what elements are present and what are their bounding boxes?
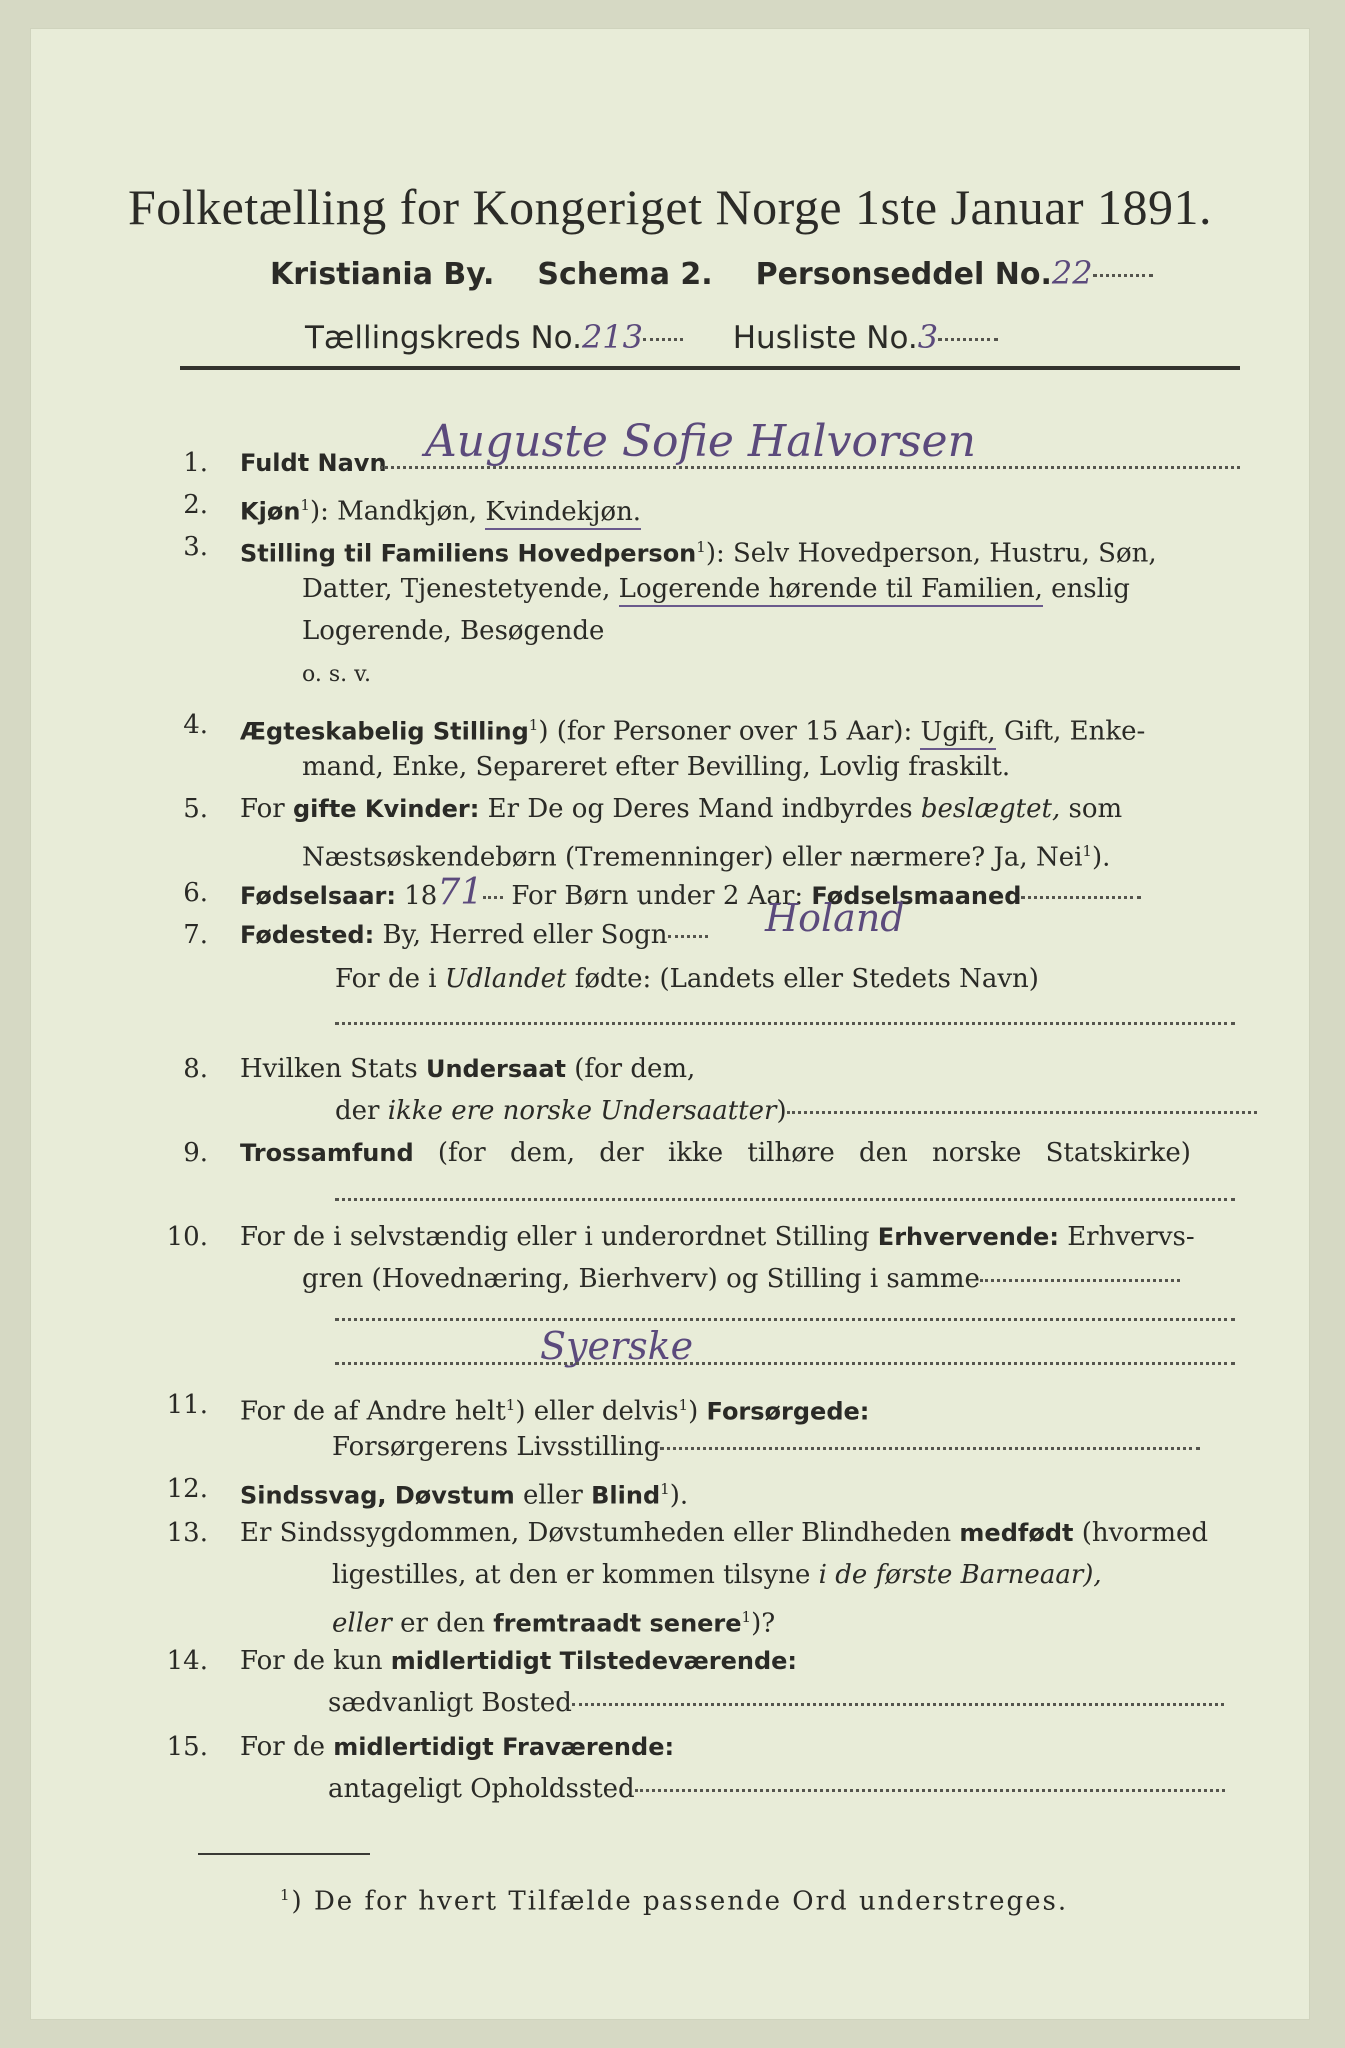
q6-line [240, 872, 1141, 913]
header-rule [180, 366, 1240, 370]
husliste-label: Husliste No. [732, 320, 918, 356]
q14-text: sædvanligt Bosted [328, 1688, 572, 1718]
item-number: 6. [183, 878, 208, 908]
q7-italic-word: Udlandet [444, 964, 567, 994]
q1-label: Fuldt Navn [240, 449, 387, 477]
q10-answer-line-1 [335, 1318, 1235, 1321]
item-number: 9. [183, 1138, 208, 1168]
q13-text-4: er den [391, 1608, 494, 1639]
q5-line-2 [302, 834, 1110, 875]
q4-options-1: ) (for Personer over 15 Aar): [538, 716, 921, 747]
footnote-text: ) De for hvert Tilfælde passende Ord understreges. [291, 1886, 1069, 1917]
q11-label: Forsørgede: [706, 1397, 870, 1426]
item-number: 1. [183, 448, 208, 478]
item-number: 10. [166, 1222, 208, 1252]
q5-line-1 [240, 792, 1122, 826]
footnote-rule [198, 1853, 370, 1855]
q12-label-2: Blind [591, 1481, 661, 1510]
q6-label: Fødselsaar: [240, 882, 396, 910]
q5-text-3: Næstsøskendebørn (Tremenninger) eller nærmere? Ja, Nei [302, 842, 1083, 873]
q14-label: midlertidigt Tilstedeværende: [390, 1647, 798, 1675]
q7-text-2: For de i [335, 964, 445, 994]
form-title: Folketælling for Kongeriget Norge 1ste Januar 1891. [127, 179, 1213, 235]
footnote-marker: 1 [1082, 842, 1092, 860]
footnote-marker: 1 [660, 1480, 670, 1498]
footnote-marker: 1 [528, 716, 539, 734]
item-number: 11. [166, 1390, 208, 1420]
q13-end: )? [751, 1608, 776, 1639]
q9-line-1 [240, 1136, 1191, 1170]
q14-prefix: For de kun [240, 1646, 391, 1676]
q1-line [240, 446, 387, 480]
q7-answer-place: Holand [765, 896, 905, 940]
q12-label: Sindssvag, Døvstum [240, 1481, 515, 1510]
personseddel-label: Personseddel No. [755, 257, 1052, 292]
kreds-number: 213 [581, 318, 644, 356]
q11-text-4: Forsørgerens Livsstilling [332, 1432, 661, 1462]
q9-text: (for dem, der ikke tilhøre den norske Statskirke) [413, 1138, 1191, 1168]
q6-year-handwritten: 71 [437, 872, 484, 913]
q3-options-3: enslig [1042, 574, 1130, 604]
q1-answer-name: Auguste Sofie Halvorsen [425, 416, 976, 467]
q7-line-2 [335, 962, 1039, 996]
q6-text: For Børn under 2 Aar: [503, 881, 812, 911]
q8-text-3: der [335, 1096, 388, 1126]
footnote-marker: 1 [300, 496, 310, 514]
q6-label-2: Fødselsmaaned [811, 882, 1022, 910]
item-number: 15. [166, 1732, 208, 1762]
q12-text: eller [514, 1480, 592, 1511]
q15-line-1 [240, 1730, 674, 1764]
q15-line-2 [328, 1772, 1225, 1806]
q13-italic-word: eller [332, 1608, 392, 1639]
schema-label: Schema 2. [537, 257, 713, 292]
q11-text-2: ) eller delvis [515, 1396, 679, 1427]
q12-end: ). [669, 1480, 689, 1511]
q5-text-end: ). [1091, 842, 1111, 873]
q3-line-2 [302, 572, 1130, 606]
q13-text-2: (hvormed [1073, 1518, 1209, 1548]
q10-text-1: For de i selvstændig eller i underordnet Stilling [240, 1222, 878, 1252]
q4-selected-option: Ugift, [920, 717, 995, 750]
q9-label: Trossamfund [240, 1139, 414, 1167]
q2-options: ): Mandkjøn, [309, 496, 486, 527]
husliste-number: 3 [917, 318, 939, 356]
city-name: Kristiania By. [270, 257, 495, 292]
footnote-marker: 1 [741, 1608, 752, 1626]
q13-line-1 [240, 1516, 1208, 1550]
q8-label: Undersaat [425, 1055, 566, 1083]
q6-year-prefix: 18 [396, 881, 438, 911]
q8-text-4: ) [776, 1096, 787, 1126]
footnote-marker: 1 [696, 538, 706, 556]
item-number: 4. [183, 710, 208, 740]
q2-selected-option: Kvindekjøn. [485, 497, 641, 530]
footnote-marker: 1 [280, 1886, 292, 1904]
q5-text-2: som [1060, 794, 1123, 824]
q3-line-4: o. s. v. [302, 662, 371, 687]
item-number: 8. [183, 1054, 208, 1084]
q11-line-1 [240, 1388, 869, 1429]
q5-italic-word: beslægtet, [920, 794, 1061, 824]
q3-options-1: ): Selv Hovedperson, Hustru, Søn, [705, 538, 1157, 569]
q4-label: Ægteskabelig Stilling [240, 717, 529, 746]
q8-italic-text: ikke ere norske Undersaatter [387, 1096, 777, 1126]
footnote [280, 1886, 1068, 1917]
q5-text-1: Er De og Deres Mand indbyrdes [479, 794, 921, 824]
q3-line-1 [240, 530, 1157, 571]
q13-label: medfødt [959, 1519, 1074, 1547]
q8-text-2: (for dem, [565, 1054, 696, 1084]
q13-text-1: Er Sindssygdommen, Døvstumheden eller Blindheden [240, 1518, 960, 1548]
q10-answer-line-2 [335, 1362, 1235, 1365]
q7-line-1 [240, 918, 708, 952]
q12-line [240, 1472, 688, 1513]
item-number: 7. [183, 920, 208, 950]
q4-line-1 [240, 708, 1145, 749]
q13-label-2: fremtraadt senere [493, 1609, 742, 1638]
q15-prefix: For de [240, 1732, 334, 1762]
q3-selected-option: Logerende hørende til Familien, [619, 574, 1043, 607]
q11-line-2 [332, 1430, 1200, 1464]
q13-line-3 [332, 1600, 775, 1641]
q11-text-3: ) [688, 1396, 707, 1427]
q2-label: Kjøn [240, 497, 301, 526]
item-number: 5. [183, 794, 208, 824]
q15-label: midlertidigt Fraværende: [333, 1733, 675, 1761]
q11-text-1: For de af Andre helt [240, 1396, 506, 1427]
q10-text-2: Erhvervs- [1058, 1222, 1195, 1252]
item-number: 12. [166, 1474, 208, 1504]
q3-options-2: Datter, Tjenestetyende, [302, 574, 619, 604]
q13-text-3: ligestilles, at den er kommen tilsyne [332, 1560, 819, 1590]
q10-line-1 [240, 1220, 1195, 1254]
q4-line-2: mand, Enke, Separeret efter Bevilling, Lovlig fraskilt. [302, 752, 1011, 782]
q15-text: antageligt Opholdssted [328, 1774, 635, 1804]
item-number: 13. [166, 1518, 208, 1548]
q8-text-1: Hvilken Stats [240, 1054, 426, 1084]
q4-options-2: Gift, Enke- [995, 716, 1146, 747]
subtitle-line [270, 254, 1153, 292]
q5-prefix: For [240, 794, 293, 824]
q14-line-1 [240, 1644, 797, 1678]
q10-label: Erhvervende: [877, 1223, 1059, 1251]
kreds-line [305, 318, 998, 356]
q9-answer-line [335, 1198, 1235, 1201]
census-form [30, 28, 1310, 2020]
q10-answer-occupation: Syerske [540, 1324, 694, 1368]
q5-label: gifte Kvinder: [292, 795, 480, 823]
item-number: 3. [183, 532, 208, 562]
q7-text-1: By, Herred eller Sogn [374, 920, 668, 950]
q10-text-3: gren (Hovednæring, Bierhverv) og Stilling i samme [302, 1264, 980, 1294]
q3-line-3: Logerende, Besøgende [302, 616, 605, 646]
q7-answer-line [335, 1022, 1235, 1025]
item-number: 14. [166, 1646, 208, 1676]
q8-line-2 [335, 1094, 1257, 1128]
item-number: 2. [183, 490, 208, 520]
q10-line-2 [302, 1262, 1180, 1296]
q7-label: Fødested: [240, 921, 375, 949]
q13-italic-text: i de første Barneaar), [818, 1560, 1102, 1590]
q3-label: Stilling til Familiens Hovedperson [240, 539, 697, 568]
personseddel-number: 22 [1051, 254, 1093, 292]
q2-line [240, 488, 641, 529]
footnote-marker: 1 [678, 1396, 689, 1414]
q7-text-3: fødte: (Landets eller Stedets Navn) [566, 964, 1039, 994]
kreds-label: Tællingskreds No. [305, 320, 582, 356]
footnote-marker: 1 [505, 1396, 516, 1414]
q13-line-2 [332, 1558, 1102, 1592]
q8-line-1 [240, 1052, 695, 1086]
q14-line-2 [328, 1686, 1224, 1720]
